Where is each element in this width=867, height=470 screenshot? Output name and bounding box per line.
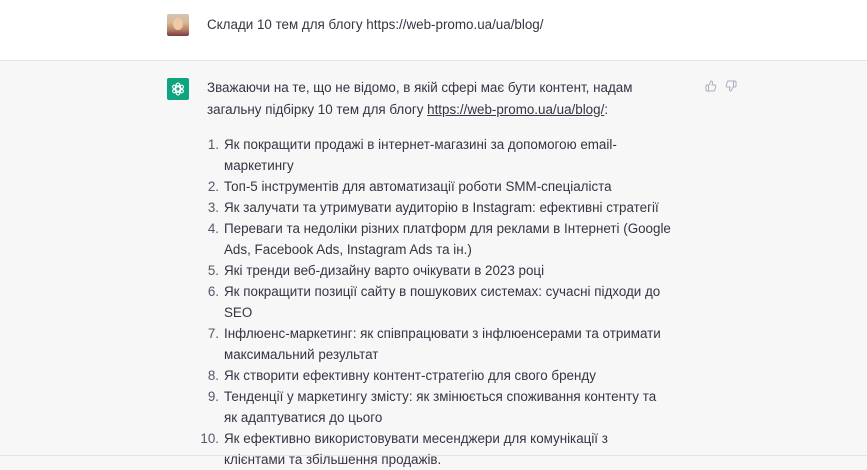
feedback-buttons — [705, 80, 737, 92]
assistant-message-content — [200, 77, 672, 470]
list-item-number: 5. — [207, 263, 219, 278]
thumbs-down-icon[interactable] — [725, 80, 737, 92]
user-message — [0, 0, 867, 61]
list-item-text: Як залучати та утримувати аудиторію в Instagram: ефективні стратегії — [224, 200, 659, 215]
list-item — [207, 281, 672, 323]
list-item-number: 7. — [207, 326, 219, 341]
list-item — [207, 260, 672, 281]
user-message-text: Склади 10 тем для блогу https://web-promo.ua/ua/blog/ — [207, 17, 544, 32]
thumbs-up-icon[interactable] — [705, 80, 717, 92]
user-avatar — [167, 14, 189, 36]
list-item-text: Як покращити позиції сайту в пошукових системах: сучасні підходи до SEO — [224, 284, 661, 320]
topics-list — [200, 134, 672, 470]
list-item-number: 3. — [207, 200, 219, 215]
list-item-text: Як ефективно використовувати месенджери для комунікації з клієнтами та збільшення продажів. — [224, 431, 608, 467]
blog-link[interactable]: https://web-promo.ua/ua/blog/ — [427, 101, 605, 117]
chatgpt-logo-icon — [167, 78, 189, 100]
intro-end: : — [604, 101, 609, 117]
list-item — [207, 323, 672, 365]
list-item — [207, 134, 672, 176]
list-item — [200, 428, 672, 470]
list-item-text: Переваги та недоліки різних платформ для реклами в Інтернеті (Google Ads, Facebook Ads, Instagram Ads та ін.) — [224, 221, 671, 257]
list-item-text: Топ-5 інструментів для автоматизації роботи SMM-спеціаліста — [224, 179, 612, 194]
intro-text: Зважаючи на те, що не відомо, в якій сфері має бути контент, надам загальну підбірку 10 тем для блогу — [207, 80, 633, 117]
list-item-text: Як покращити продажі в інтернет-магазині за допомогою email-маркетингу — [224, 137, 617, 173]
list-item-text: Тенденції у маркетингу змісту: як змінюється споживання контенту та як адаптуватися до цього — [224, 389, 657, 425]
intro-paragraph — [207, 77, 672, 120]
list-item — [207, 176, 672, 197]
assistant-message — [0, 61, 867, 467]
list-item-text: Інфлюенс-маркетинг: як співпрацювати з інфлюенсерами та отримати максимальний результат — [224, 326, 661, 362]
list-item-text: Які тренди веб-дизайну варто очікувати в 2023 році — [224, 263, 545, 278]
list-item-number: 9. — [207, 389, 219, 404]
list-item-number: 6. — [207, 284, 219, 299]
list-item — [207, 197, 672, 218]
list-item-number: 1. — [207, 137, 219, 152]
list-item — [207, 218, 672, 260]
list-item-number: 10. — [200, 431, 219, 446]
list-item-number: 2. — [207, 179, 219, 194]
list-item-number: 4. — [207, 221, 219, 236]
list-item — [207, 386, 672, 428]
list-item-number: 8. — [207, 368, 219, 383]
list-item-text: Як створити ефективну контент-стратегію для свого бренду — [224, 368, 596, 383]
list-item — [207, 365, 672, 386]
